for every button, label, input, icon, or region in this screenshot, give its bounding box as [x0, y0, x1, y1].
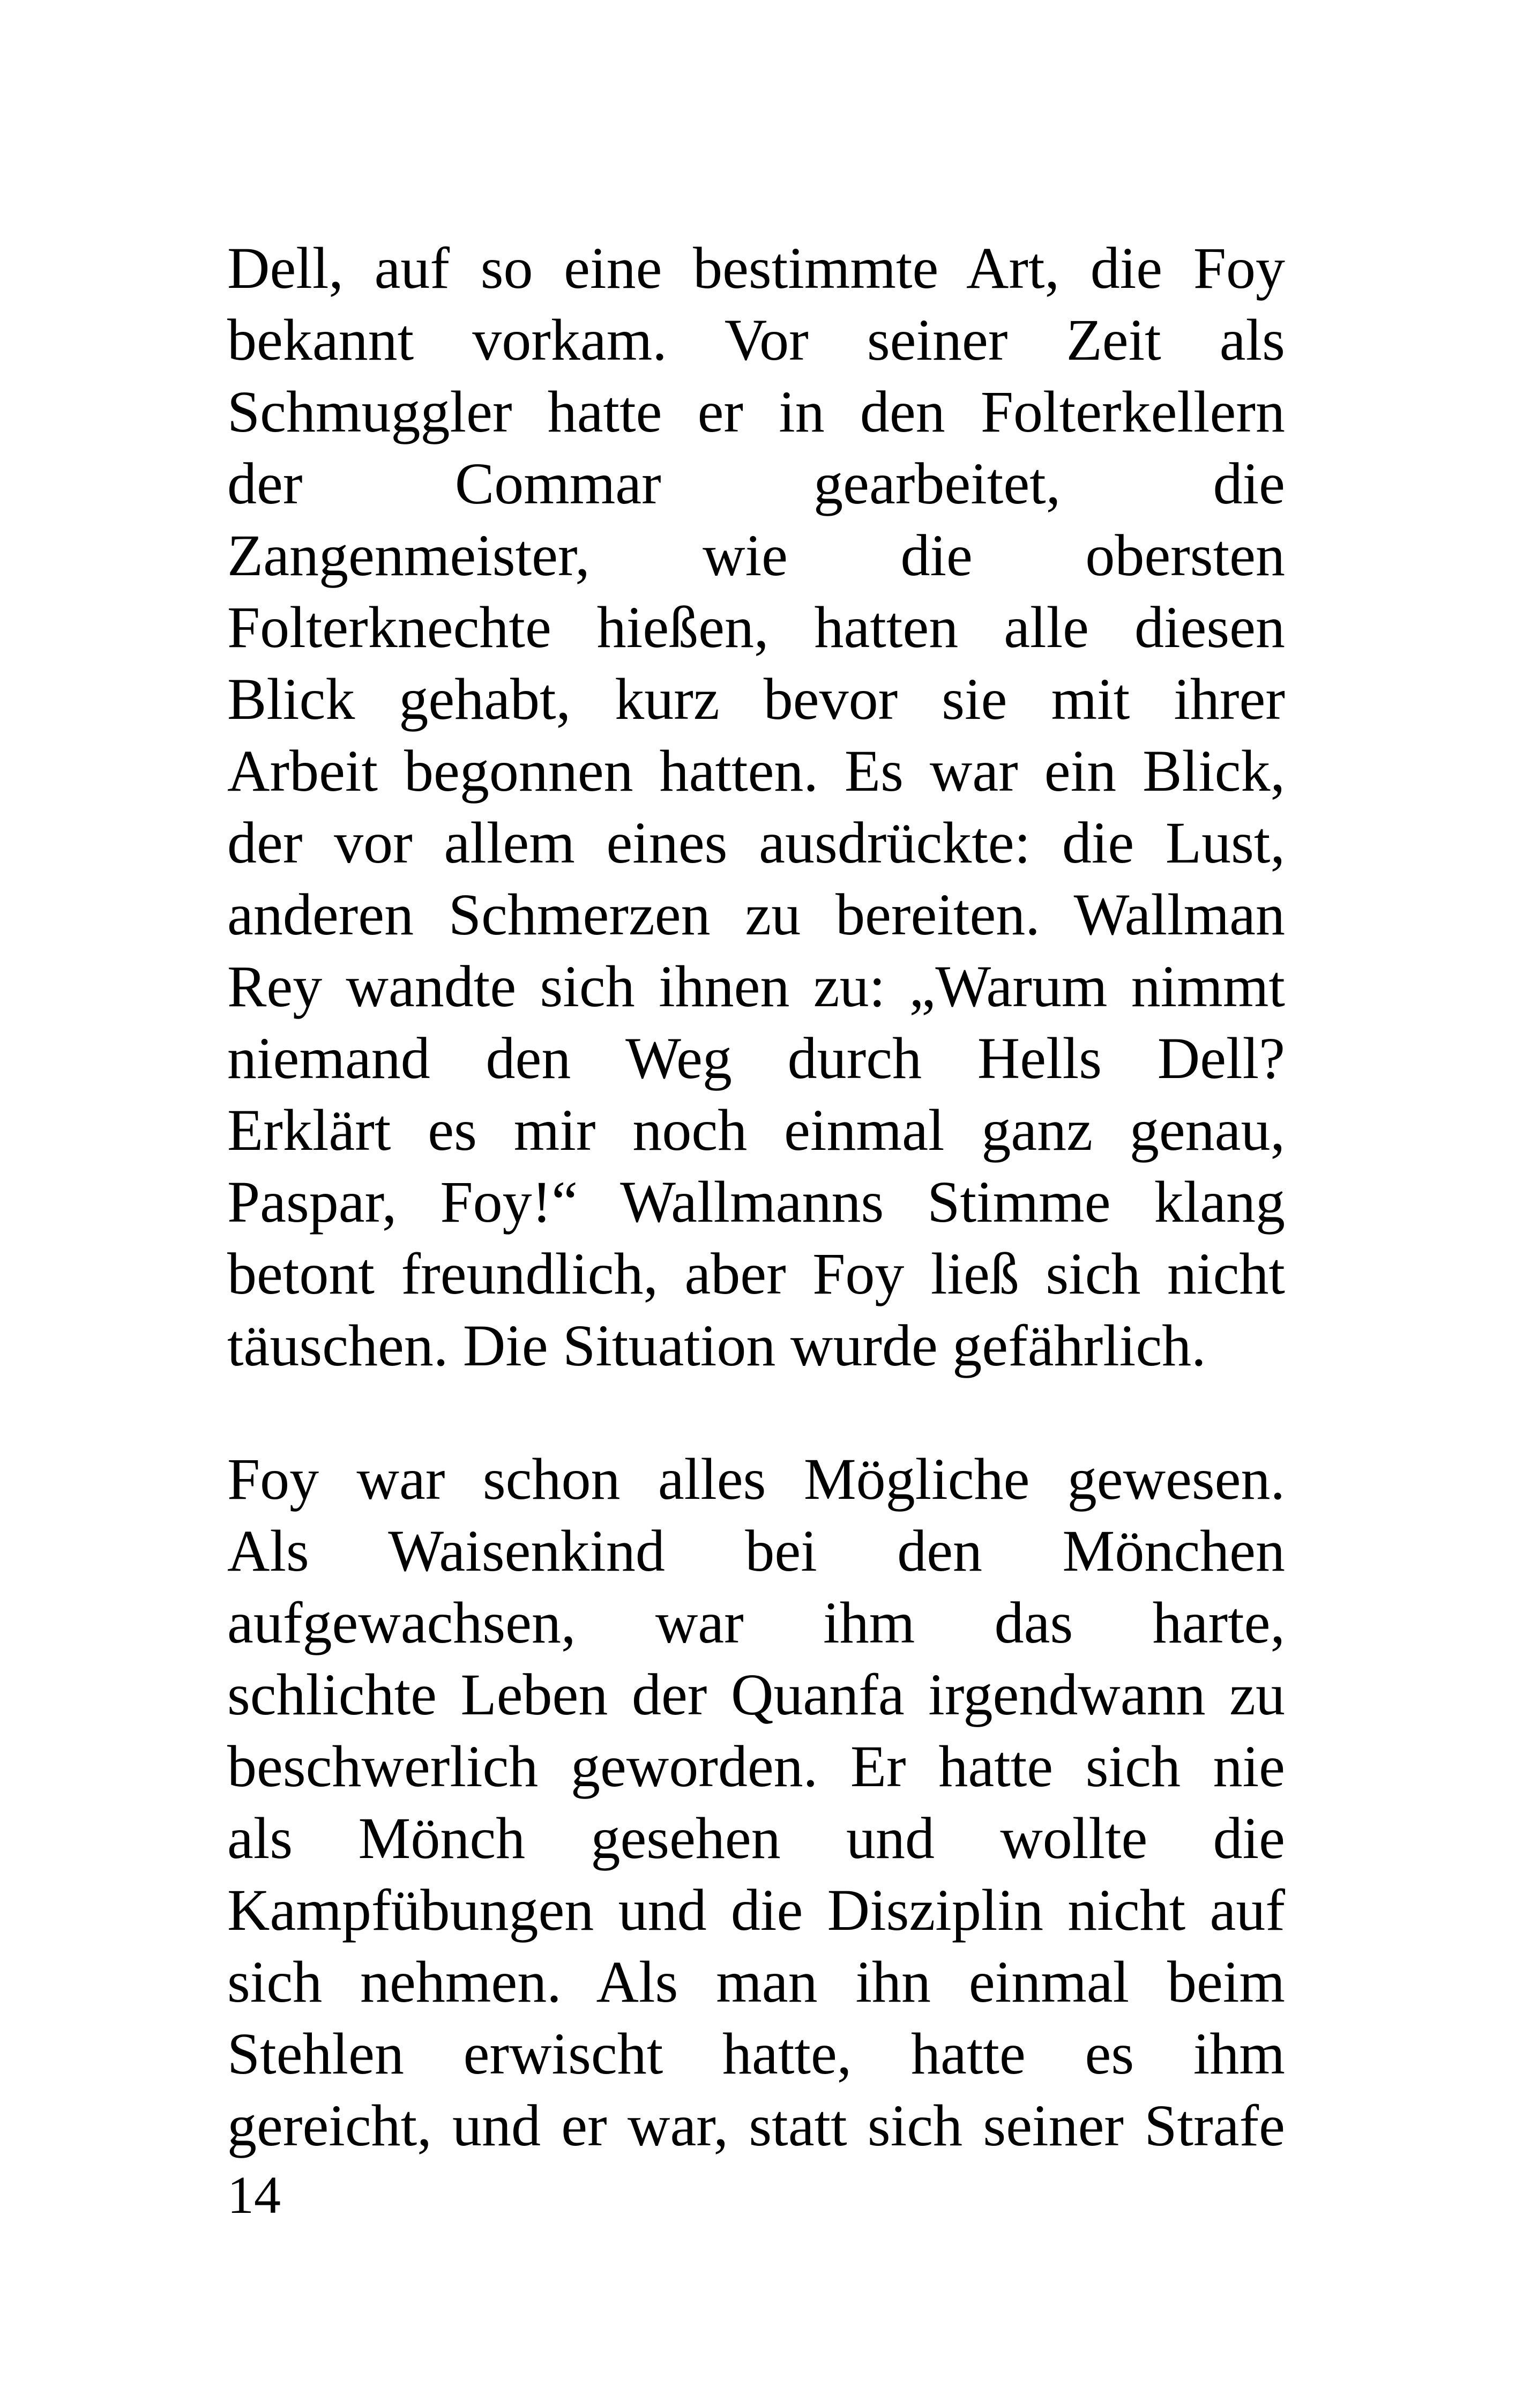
text-line: Folterknechte hießen, hatten alle diesen: [227, 594, 1285, 660]
text-line: Als Waisenkind bei den Mönchen: [227, 1518, 1285, 1584]
text-line: betont freundlich, aber Foy ließ sich nicht: [227, 1241, 1285, 1306]
text-line: Schmuggler hatte er in den Folterkellern: [227, 379, 1285, 444]
paragraph-2: [227, 1443, 1285, 2161]
text-line: Rey wandte sich ihnen zu: „Warum nimmt: [227, 954, 1285, 1019]
text-line: anderen Schmerzen zu bereiten. Wallman: [227, 882, 1285, 947]
text-line: Kampfübungen und die Disziplin nicht auf: [227, 1877, 1285, 1943]
text-line: gereicht, und er war, statt sich seiner Strafe: [227, 2093, 1285, 2158]
text-line: Paspar, Foy!“ Wallmanns Stimme klang: [227, 1169, 1285, 1235]
text-line: sich nehmen. Als man ihn einmal beim: [227, 1949, 1285, 2015]
paragraph-1: [227, 232, 1285, 1381]
page-number: 14: [227, 2165, 281, 2225]
text-line: aufgewachsen, war ihm das harte,: [227, 1590, 1285, 1655]
text-line: täuschen. Die Situation wurde gefährlich.: [227, 1313, 1206, 1378]
text-line: Foy war schon alles Mögliche gewesen.: [227, 1446, 1285, 1512]
text-line: schlichte Leben der Quanfa irgendwann zu: [227, 1662, 1285, 1727]
text-line: der Commar gearbeitet, die: [227, 451, 1285, 516]
text-line: Stehlen erwischt hatte, hatte es ihm: [227, 2021, 1285, 2086]
text-line: niemand den Weg durch Hells Dell?: [227, 1025, 1285, 1091]
text-line: als Mönch gesehen und wollte die: [227, 1805, 1285, 1871]
text-line: der vor allem eines ausdrückte: die Lust,: [227, 810, 1285, 875]
text-line: Arbeit begonnen hatten. Es war ein Blick,: [227, 738, 1285, 804]
text-line: Dell, auf so eine bestimmte Art, die Foy: [227, 235, 1285, 301]
text-line: beschwerlich geworden. Er hatte sich nie: [227, 1734, 1285, 1799]
text-line: Erklärt es mir noch einmal ganz genau,: [227, 1097, 1285, 1163]
text-line: Zangenmeister, wie die obersten: [227, 523, 1285, 588]
text-line: bekannt vorkam. Vor seiner Zeit als: [227, 307, 1285, 373]
text-line: Blick gehabt, kurz bevor sie mit ihrer: [227, 666, 1285, 732]
